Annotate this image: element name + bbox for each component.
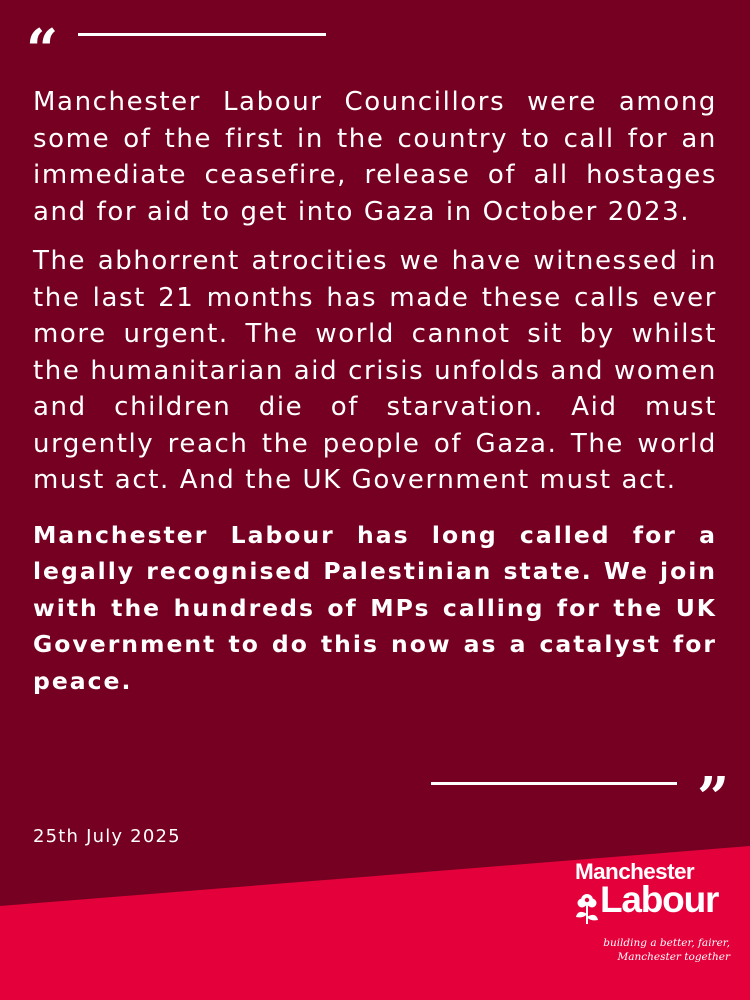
manchester-labour-logo	[568, 856, 733, 986]
close-quote-icon: ”	[697, 765, 730, 831]
statement-date: 25th July 2025	[33, 826, 181, 847]
rose-icon	[574, 892, 600, 926]
statement-body	[33, 84, 717, 699]
tagline-line-2: Manchester together	[617, 951, 730, 963]
open-quote-icon: “	[26, 17, 59, 83]
logo-tagline	[568, 936, 730, 964]
logo-labour-text: Labour	[600, 879, 719, 920]
statement-emphasis: Manchester Labour has long called for a legally recognised Palestinian state. We join with the hundreds of MPs calling for the UK Government to do this now as a catalyst for peace.	[33, 520, 717, 695]
statement-paragraph-1: Manchester Labour Councillors were among some of the first in the country to call for an immediate ceasefire, release of all hostages and for aid to get into Gaza in October 2023.	[33, 87, 717, 227]
tagline-line-1: building a better, fairer,	[603, 937, 730, 949]
statement-paragraph-2: The abhorrent atrocities we have witnessed in the last 21 months has made these calls ever more urgent. The world cannot sit by whilst the humanitarian aid crisis unfolds and women and children die of starvation. Aid must urgently reach the people of Gaza. The world must act. And the UK Government must act.	[33, 246, 717, 495]
logo-manchester-text: Manchester	[575, 859, 695, 884]
bottom-divider	[431, 782, 677, 785]
top-divider	[78, 33, 326, 36]
